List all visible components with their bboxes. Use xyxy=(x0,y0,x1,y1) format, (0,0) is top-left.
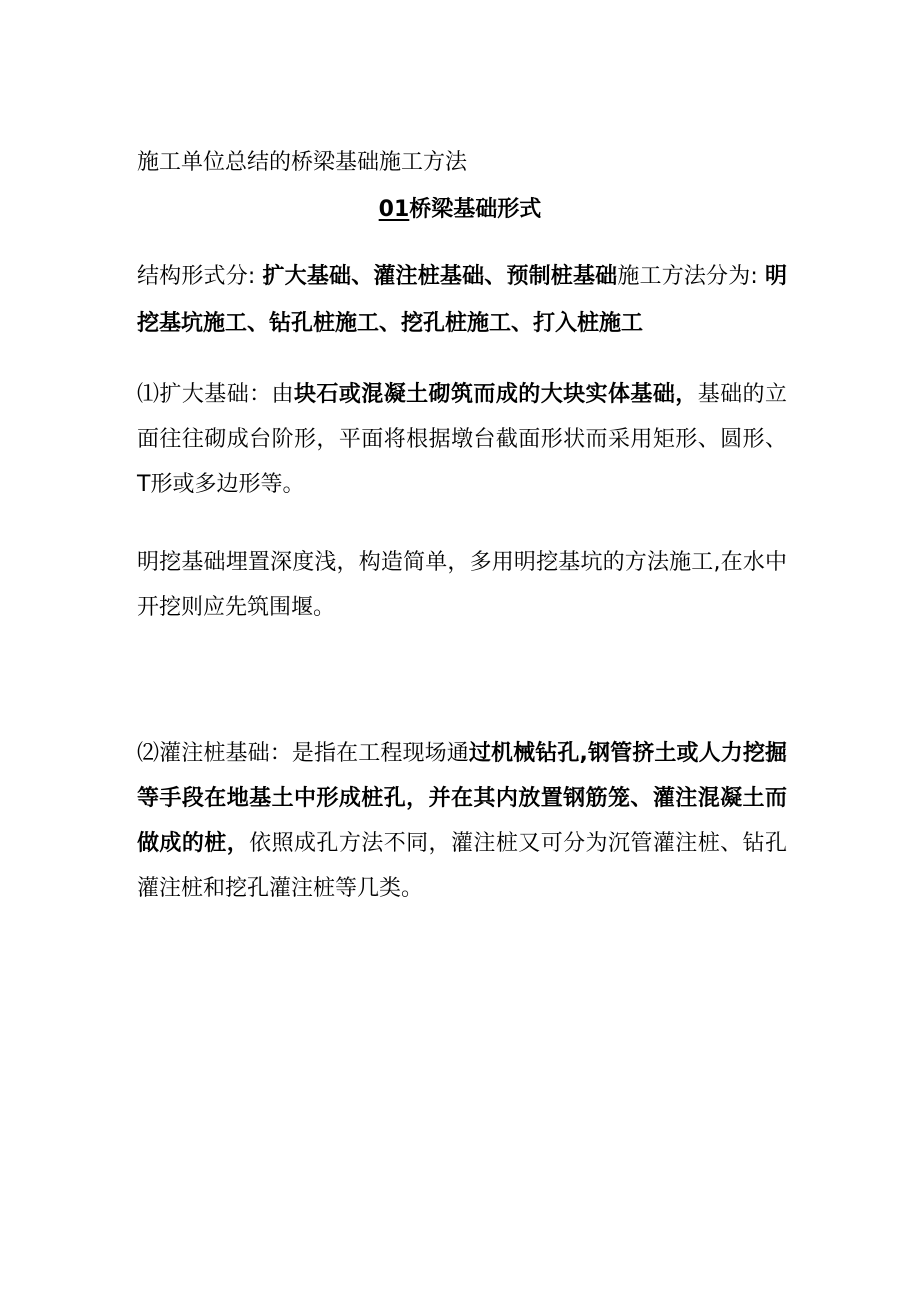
paragraph-bold-text: 过机械钻孔,钢管挤土或人力挖掘等手段在地基土中形成桩孔，并在其内放置钢筋笼、灌注混凝土而做成的桩， xyxy=(137,741,787,856)
paragraph-spread-foundation xyxy=(137,372,787,507)
paragraph-bold-text: 明挖基坑施工、钻孔桩施工、挖孔桩施工、打入桩施工 xyxy=(137,264,788,336)
paragraph-bold-text: 块石或混凝土砌筑而成的大块实体基础， xyxy=(294,382,698,407)
paragraph-text: ⑵灌注桩基础：是指在工程现场通 xyxy=(137,741,469,766)
document-title: 施工单位总结的桥梁基础施工方法 xyxy=(137,150,468,175)
paragraph-text: 施工方法分为: xyxy=(617,264,765,289)
paragraph-text: 结构形式分: xyxy=(137,264,263,289)
paragraph-bored-pile-foundation xyxy=(137,731,787,911)
paragraph-bold-text: 扩大基础、灌注桩基础、预制桩基础 xyxy=(262,264,618,289)
section-heading xyxy=(0,192,920,228)
paragraph-open-cut-foundation xyxy=(137,540,787,630)
section-number: 01 xyxy=(378,197,410,222)
paragraph-text: 明挖基础埋置深度浅，构造简单，多用明挖基坑的方法施工,在水中开挖则应先筑围堰。 xyxy=(137,550,787,620)
paragraph-structure-forms xyxy=(137,253,787,347)
paragraph-text: ⑴扩大基础：由 xyxy=(137,382,294,407)
paragraph-text: 基础的立面往往砌成台阶形，平面将根据墩台截面形状而采用矩形、圆形、T形或多边形等。 xyxy=(137,382,787,497)
section-heading-text: 桥梁基础形式 xyxy=(409,197,542,222)
paragraph-text: 依照成孔方法不同，灌注桩又可分为沉管灌注桩、钻孔灌注桩和挖孔灌注桩等几类。 xyxy=(137,831,787,901)
